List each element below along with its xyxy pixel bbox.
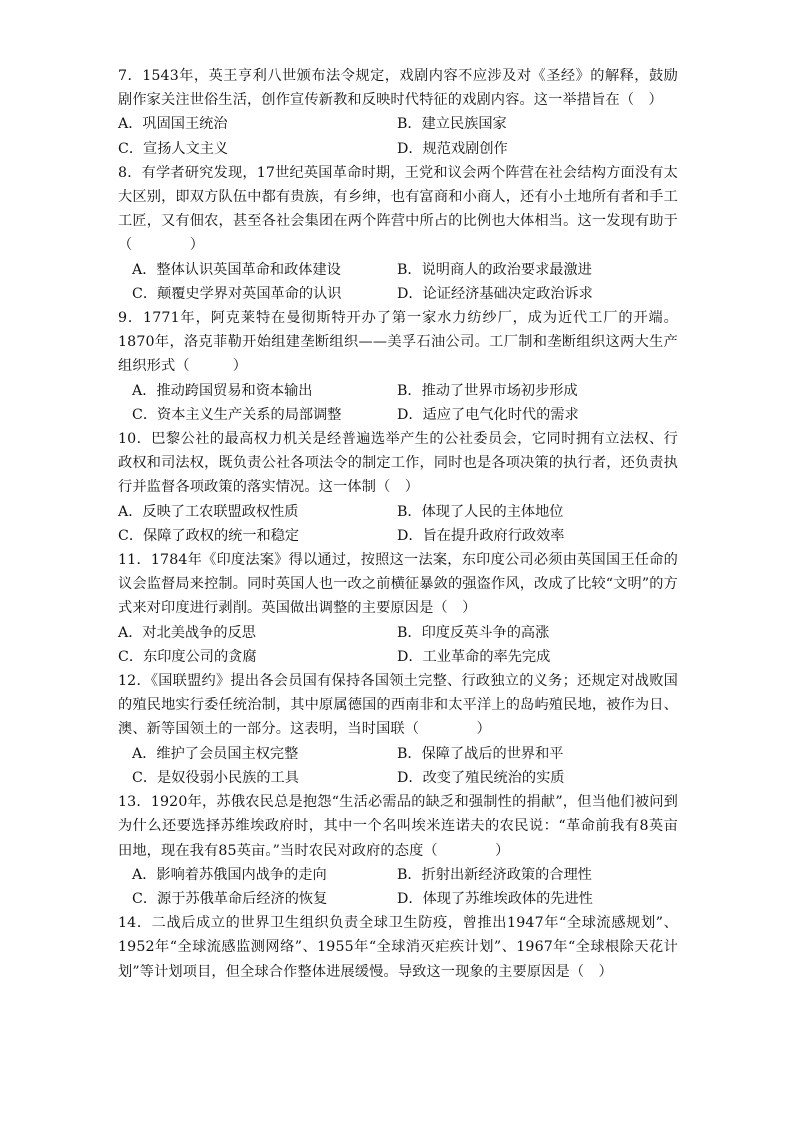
options-grid (118, 112, 678, 160)
option-d: D．工业革命的率先完成 (397, 648, 551, 665)
option-b: B．体现了人民的主体地位 (397, 503, 564, 520)
question-stem: 14．二战后成立的世界卫生组织负责全球卫生防疫，曾推出1947年“全球流感规划”、1952年“全球流感监测网络”、1955年“全球消灭疟疾计划”、1967年“全球根除天花计划”等计划项目，但全球合作整体进展缓慢。导致这一现象的主要原因是（ ） (118, 915, 678, 980)
option-a: A．影响着苏俄国内战争的走向 (132, 866, 327, 883)
option-c: C．资本主义生产关系的局部调整 (132, 406, 342, 423)
option-b: B．保障了战后的世界和平 (397, 745, 564, 762)
exam-page (118, 64, 678, 984)
option-d: D．论证经济基础决定政治诉求 (397, 285, 593, 302)
option-d: D．适应了电气化时代的需求 (397, 406, 579, 423)
options-grid (118, 258, 678, 306)
option-a: A．对北美战争的反思 (118, 624, 256, 641)
option-b: B．印度反英斗争的高涨 (397, 624, 550, 641)
options-grid (118, 621, 678, 669)
option-a: A．巩固国王统治 (118, 116, 228, 133)
option-a: A．反映了工农联盟政权性质 (118, 503, 299, 520)
question-14 (118, 911, 678, 984)
options-grid (118, 379, 678, 427)
option-d: D．体现了苏维埃政体的先进性 (397, 890, 593, 907)
option-d: D．旨在提升政府行政效率 (397, 527, 565, 544)
question-stem: 11．1784年《印度法案》得以通过，按照这一法案，东印度公司必须由英国国王任命的议会监督局来控制。同时英国人也一改之前横征暴敛的强盗作风，改成了比较“文明”的方式来对印度进行剥削。英国做出调整的主要原因是（ ） (118, 552, 678, 617)
option-c: C．宣扬人文主义 (118, 140, 229, 157)
options-grid (118, 500, 678, 548)
option-c: C．保障了政权的统一和稳定 (118, 527, 300, 544)
option-a: A．推动跨国贸易和资本输出 (132, 382, 313, 399)
question-7 (118, 64, 678, 161)
question-12 (118, 669, 678, 790)
option-c: C．源于苏俄革命后经济的恢复 (132, 890, 328, 907)
question-stem: 10．巴黎公社的最高权力机关是经普遍选举产生的公社委员会，它同时拥有立法权、行政权和司法权，既负责公社各项法令的制定工作，同时也是各项决策的执行者，还负责执行并监督各项政策的落实情况。这一体制（ ） (118, 431, 678, 496)
question-stem: 9．1771年，阿克莱特在曼彻斯特开办了第一家水力纺纱厂，成为近代工厂的开端。1870年，洛克菲勒开始组建垄断组织——美孚石油公司。工厂制和垄断组织这两大生产组织形式（ ） (118, 310, 678, 375)
question-10 (118, 427, 678, 548)
question-11 (118, 548, 678, 669)
option-a: A．整体认识英国革命和政体建设 (132, 261, 341, 278)
question-9 (118, 306, 678, 427)
question-stem: 12．《国联盟约》提出各会员国有保持各国领土完整、行政独立的义务；还规定对战败国的殖民地实行委任统治制，其中原属德国的西南非和太平洋上的岛屿殖民地，被作为日、澳、新等国领土的一部分。这表明，当时国联（ ） (118, 673, 678, 738)
question-stem: 7．1543年，英王亨利八世颁布法令规定，戏剧内容不应涉及对《圣经》的解释，鼓励剧作家关注世俗生活，创作宣传新教和反映时代特征的戏剧内容。这一举措旨在（ ） (118, 68, 678, 109)
question-8 (118, 161, 678, 306)
question-13 (118, 790, 678, 911)
option-a: A．维护了会员国主权完整 (132, 745, 299, 762)
question-stem: 8．有学者研究发现，17世纪英国革命时期，王党和议会两个阵营在社会结构方面没有太大区别，即双方队伍中都有贵族，有乡绅，也有富商和小商人，还有小土地所有者和手工工匠，又有佃农，甚至各社会集团在两个阵营中所占的比例也大体相当。这一发现有助于（ ） (118, 164, 678, 254)
options-grid (118, 742, 678, 790)
option-d: D．规范戏剧创作 (397, 140, 508, 157)
option-c: C．是奴役弱小民族的工具 (132, 769, 299, 786)
options-grid (118, 863, 678, 911)
option-c: C．东印度公司的贪腐 (118, 648, 257, 665)
option-d: D．改变了殖民统治的实质 (397, 769, 565, 786)
question-stem: 13．1920年，苏俄农民总是抱怨“生活必需品的缺乏和强制性的捐献”，但当他们被问到为什么还要选择苏维埃政府时，其中一个名叫埃米连诺夫的农民说：“革命前我有8英亩田地，现在我有85英亩。”当时农民对政府的态度（ ） (118, 794, 678, 859)
option-b: B．推动了世界市场初步形成 (397, 382, 578, 399)
option-b: B．折射出新经济政策的合理性 (397, 866, 592, 883)
option-b: B．说明商人的政治要求最激进 (397, 261, 592, 278)
option-c: C．颠覆史学界对英国革命的认识 (132, 285, 342, 302)
option-b: B．建立民族国家 (397, 116, 507, 133)
